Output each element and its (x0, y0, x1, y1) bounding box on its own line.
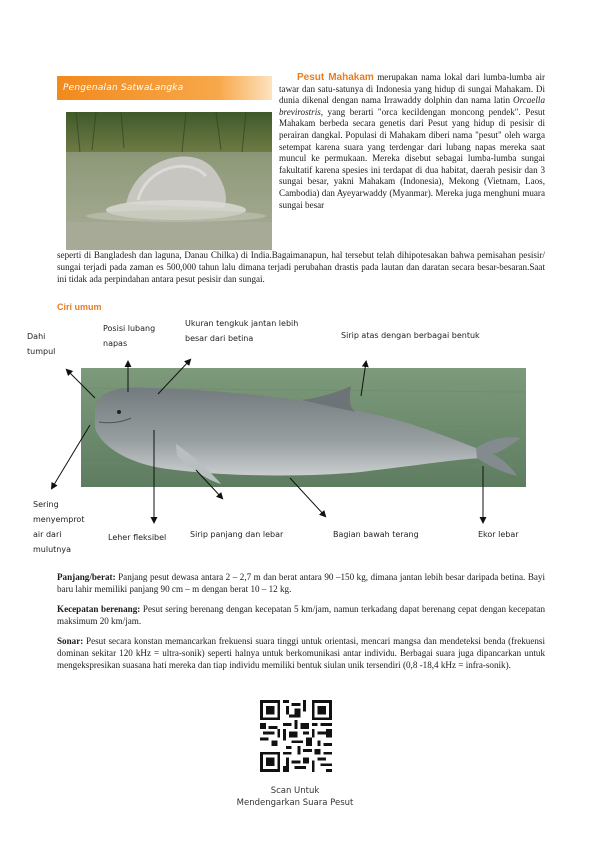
label-spray-line2: menyemprot (33, 515, 85, 524)
features-heading: Ciri umum (57, 302, 102, 312)
label-spray (33, 497, 84, 557)
speed-text: Pesut sering berenang dengan kecepatan 5 km/jam, namun terkadang dapat berenang cepat dengan kecepatan maksimum 20 km/jam. (57, 604, 545, 626)
label-belly: Bagian bawah terang (333, 530, 419, 539)
label-forehead-line1: Dahi (27, 332, 46, 341)
intro-text-part2: , yang berarti "orca kecildengan moncong pendek". Pesut Mahakam berbeda secara genetis dari Pesut yang hidup di pesisir di perairan dangkal. Populasi di Mahakam diberi nama "pesut" oleh warga setempat karena suara yang terdengar dari lubang napas mereka saat muncul ke permukaan. Mereka disebut sebagai lumba-lumba sungai fakultatif karena spesies ini terdapat di dua habitat, daerah pesisir dan 3 sungai besar, yakni Mahakam (Indonesia), Mekong (Vietnam, Laos, Cambodia) dan Ayeyarwaddy (Myanmar). Mereka juga menghuni muara sungai besar (279, 106, 545, 210)
label-spray-line4: mulutnya (33, 545, 71, 554)
qr-caption-line2: Mendengarkan Suara Pesut (236, 797, 354, 808)
intro-continuation: seperti di Bangladesh dan laguna, Danau Chilka) di India.Bagaimanapun, hal tersebut telah dihipotesakan bahwa pemisahan pesisir/ sungai terjadi pada zaman es 500,000 tahun lalu dimana terjadi perubahan drastis pada lautan dan daratan secara besar-besaran.Saat ini tidak ada perpindahan antara pesut pesisir dan sungai. (57, 250, 545, 284)
label-flexible-neck: Leher fleksibel (108, 533, 167, 542)
label-blowhole (103, 321, 155, 351)
label-forehead-line2: tumpul (27, 347, 56, 356)
label-neck-size (185, 316, 298, 346)
label-tail: Ekor lebar (478, 530, 519, 539)
label-neck-line1: Ukuran tengkuk jantan lebih (185, 319, 299, 328)
qr-caption (200, 786, 390, 809)
intro-title: Pesut Mahakam (297, 72, 374, 83)
sonar-text: Pesut secara konstan memancarkan frekuensi suara tinggi untuk orientasi, mencari mangsa dan mendeteksi benda (frekuensi dominan sekitar 120 kHz = ultra-sonik) seperti halnya untuk berkomunikasi antar individu. Berbagai suara juga dipancarkan untuk mengekspresikan suasana hati mereka dan tiap individu memiliki bentuk siulan unik tersendiri (0,8 -18,4 kHz = infra-sonik). (57, 636, 545, 670)
size-text: Panjang pesut dewasa antara 2 – 2,7 m dan berat antara 90 –150 kg, dimana jantan lebih besar daripada betina. Bayi baru lahir memiliki panjang 90 cm – m dengan berat 10 – 12 kg. (57, 572, 545, 594)
size-label: Panjang/berat: (57, 572, 116, 582)
label-dorsal-fin: Sirip atas dengan berbagai bentuk (341, 331, 480, 340)
section-banner (57, 76, 272, 100)
label-blowhole-line1: Posisi lubang (103, 324, 156, 333)
speed-label: Kecepatan berenang: (57, 604, 141, 614)
label-spray-line1: Sering (33, 500, 59, 509)
dolphin-illustration (81, 368, 526, 487)
label-blowhole-line2: napas (103, 339, 128, 348)
label-neck-line2: besar dari betina (185, 334, 254, 343)
intro-text-part1: merupakan nama lokal dari lumba-lumba air tawar dan satu-satunya di Indonesia yang hidup di sungai Mahakam. Di dunia dikenal dengan nama Irrawaddy dolphin dan nama latin (279, 72, 545, 106)
label-forehead (27, 329, 55, 359)
label-spray-line3: air dari (33, 530, 62, 539)
banner-label: Pengenalan SatwaLangka (63, 83, 184, 93)
latin-name: Orcaella brevirostris (279, 95, 545, 117)
intro-paragraph (279, 72, 545, 211)
speed-paragraph (57, 604, 545, 628)
sonar-paragraph (57, 636, 545, 671)
qr-caption-line1: Scan Untuk (270, 786, 320, 796)
qr-code-icon[interactable] (260, 700, 332, 772)
sonar-label: Sonar: (57, 636, 84, 646)
label-flipper: Sirip panjang dan lebar (190, 530, 284, 539)
size-paragraph (57, 572, 545, 596)
dolphin-river-photo (66, 112, 272, 250)
